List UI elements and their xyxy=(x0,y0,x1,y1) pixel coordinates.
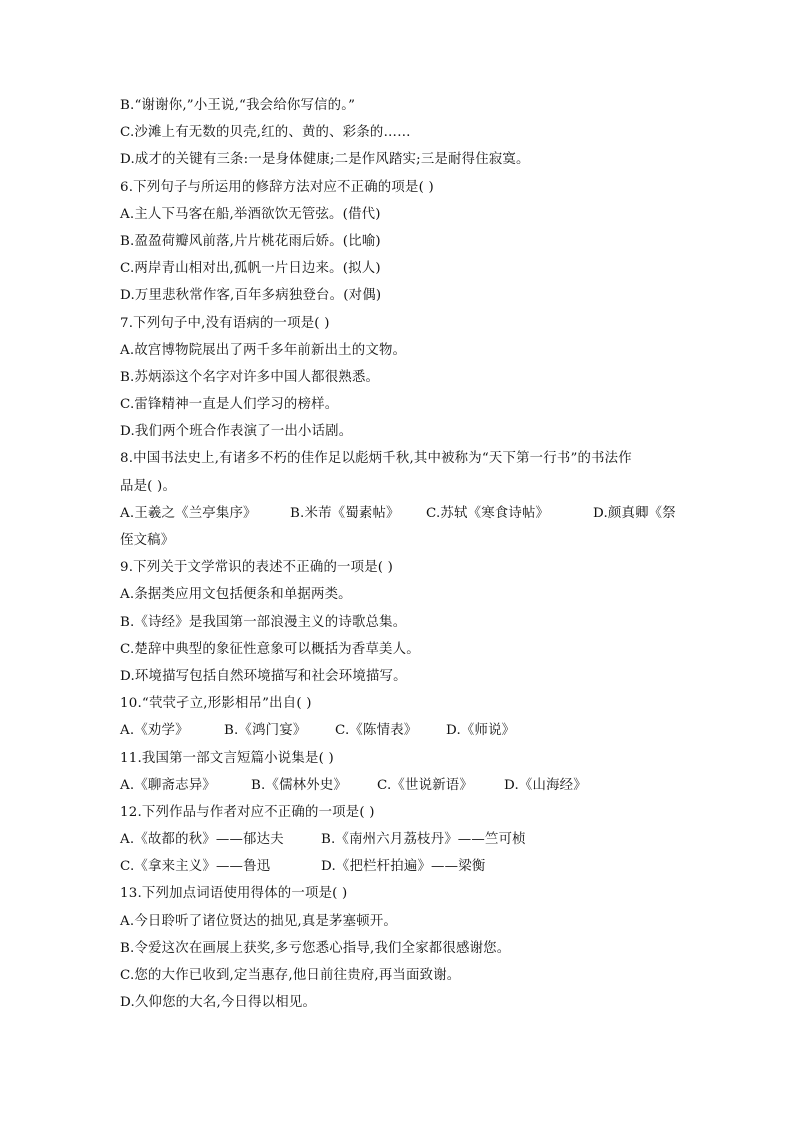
question-8-stem-cont: 品是( )。 xyxy=(120,478,177,494)
option-5c: C.沙滩上有无数的贝壳,红的、黄的、彩条的…… xyxy=(120,125,411,141)
option-13c: C.您的大作已收到,定当惠存,他日前往贵府,再当面致谢。 xyxy=(120,968,461,983)
option-6b: B.盈盈荷瓣风前落,片片桃花雨后娇。(比喻) xyxy=(120,233,381,249)
option-13d: D.久仰您的大名,今日得以相见。 xyxy=(120,995,317,1011)
option-7c: C.雷锋精神一直是人们学习的榜样。 xyxy=(120,397,339,413)
question-12-stem: 12.下列作品与作者对应不正确的一项是( ) xyxy=(120,804,375,820)
option-8b: B.米芾《蜀素帖》 xyxy=(290,505,400,521)
option-11a: A.《聊斋志异》 xyxy=(120,777,216,793)
option-7b: B.苏炳添这个名字对许多中国人都很熟悉。 xyxy=(120,369,380,385)
option-5d: D.成才的关键有三条:一是身体健康;二是作风踏实;三是耐得住寂寞。 xyxy=(120,152,530,168)
document-body xyxy=(120,92,690,1016)
option-12b: B.《南州六月荔枝丹》——竺可桢 xyxy=(321,832,526,848)
question-12-options-row2 xyxy=(120,853,690,880)
option-11b: B.《儒林外史》 xyxy=(251,777,348,793)
question-13-stem: 13.下列加点词语使用得体的一项是( ) xyxy=(120,886,348,902)
option-9d: D.环境描写包括自然环境描写和社会环境描写。 xyxy=(120,668,407,684)
option-12a: A.《故都的秋》——郁达夫 xyxy=(120,832,284,848)
option-8d-cont: 侄文稿》 xyxy=(120,533,175,548)
option-7d: D.我们两个班合作表演了一出小话剧。 xyxy=(120,424,353,440)
option-11d: D.《山海经》 xyxy=(504,777,587,793)
option-13b: B.令爱这次在画展上获奖,多亏您悉心指导,我们全家都很感谢您。 xyxy=(120,940,511,956)
question-9-stem: 9.下列关于文学常识的表述不正确的一项是( ) xyxy=(120,560,394,576)
option-12c: C.《拿来主义》——鲁迅 xyxy=(120,859,271,875)
option-6a: A.主人下马客在船,举酒欲饮无管弦。(借代) xyxy=(120,206,381,222)
question-10-stem: 10.“茕茕孑立,形影相吊”出自( ) xyxy=(120,696,312,712)
option-9a: A.条据类应用文包括便条和单据两类。 xyxy=(120,587,352,603)
option-12d: D.《把栏杆拍遍》——梁衡 xyxy=(321,859,486,875)
question-12-options-row1 xyxy=(120,826,690,853)
option-6d: D.万里悲秋常作客,百年多病独登台。(对偶) xyxy=(120,288,382,304)
option-9c: C.楚辞中典型的象征性意象可以概括为香草美人。 xyxy=(120,641,420,657)
option-7a: A.故宫博物院展出了两千多年前新出土的文物。 xyxy=(120,342,407,358)
question-11-stem: 11.我国第一部文言短篇小说集是( ) xyxy=(120,750,334,766)
question-10-options xyxy=(120,717,690,744)
option-10c: C.《陈情表》 xyxy=(335,723,418,739)
option-13a: A.今日聆听了诸位贤达的拙见,真是茅塞顿开。 xyxy=(120,913,398,929)
question-8-options xyxy=(120,500,690,527)
option-10d: D.《师说》 xyxy=(446,723,516,739)
option-10a: A.《劝学》 xyxy=(120,723,189,739)
option-11c: C.《世说新语》 xyxy=(377,777,473,793)
option-8c: C.苏轼《寒食诗帖》 xyxy=(426,505,550,521)
question-7-stem: 7.下列句子中,没有语病的一项是( ) xyxy=(120,315,330,331)
question-8-stem: 8.中国书法史上,有诸多不朽的佳作足以彪炳千秋,其中被称为“天下第一行书”的书法作 xyxy=(120,451,632,467)
option-10b: B.《鸿门宴》 xyxy=(224,723,307,739)
question-6-stem: 6.下列句子与所运用的修辞方法对应不正确的项是( ) xyxy=(120,179,434,195)
option-8a: A.王羲之《兰亭集序》 xyxy=(120,505,257,521)
question-11-options xyxy=(120,772,690,799)
option-5b: B.“谢谢你,”小王说,“我会给你写信的。” xyxy=(120,98,356,113)
option-9b: B.《诗经》是我国第一部浪漫主义的诗歌总集。 xyxy=(120,614,407,630)
option-8d: D.颜真卿《祭 xyxy=(593,505,676,521)
option-6c: C.两岸青山相对出,孤帆一片日边来。(拟人) xyxy=(120,261,381,277)
